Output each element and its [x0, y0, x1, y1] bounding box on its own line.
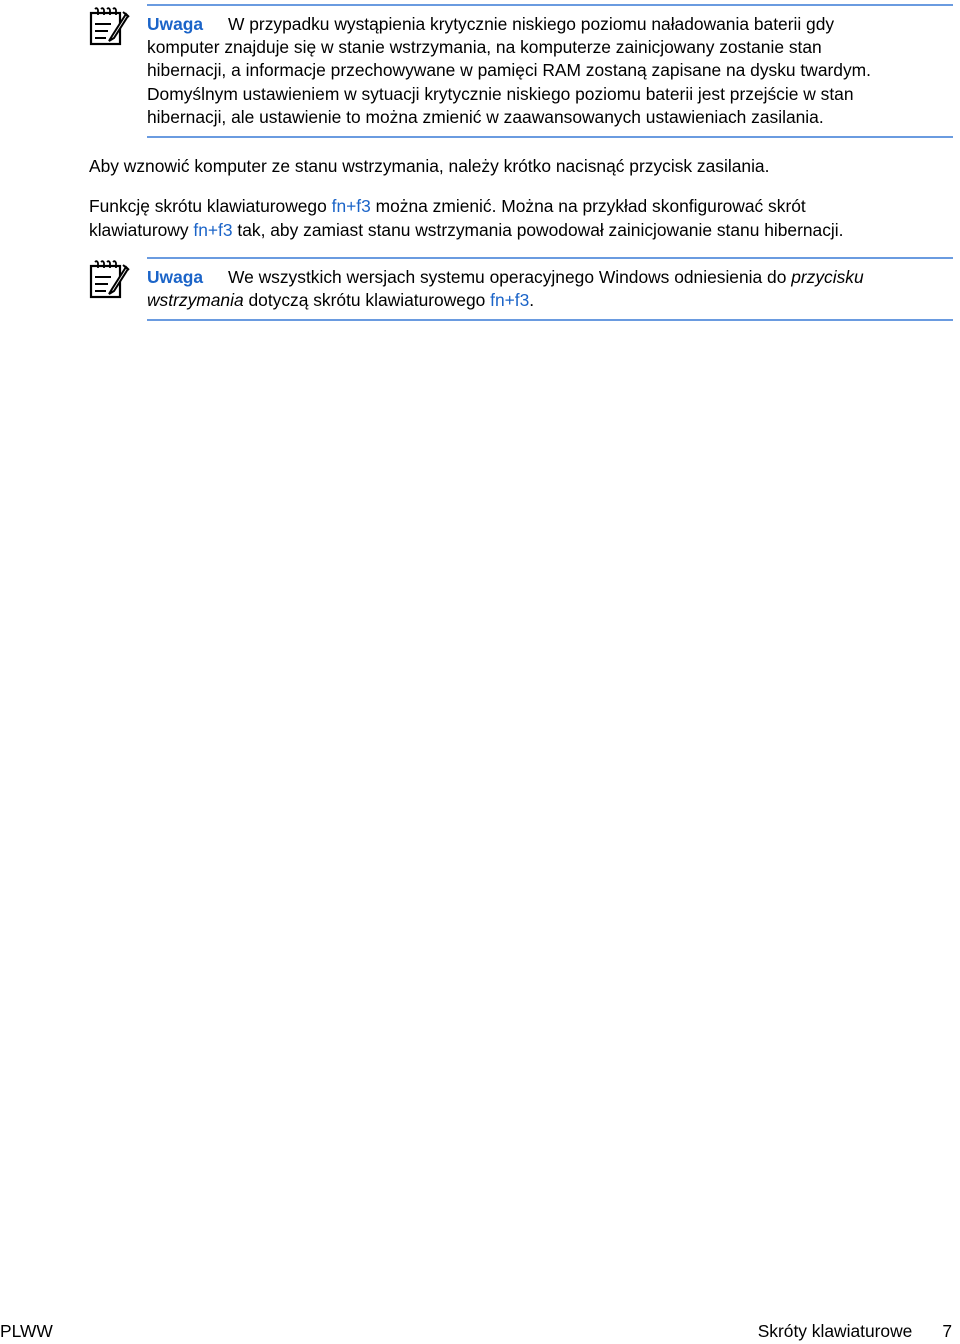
- footer-page-number: 7: [942, 1321, 952, 1341]
- note-bottom-rule: [147, 319, 953, 321]
- emphasis-text: przycisku: [791, 267, 864, 287]
- note-bottom-rule: [147, 136, 953, 138]
- keyboard-shortcut: fn+f3: [193, 220, 233, 240]
- note-label: Uwaga: [147, 14, 204, 34]
- paragraph-text: tak, aby zamiast stanu wstrzymania powodował zainicjowanie stanu hibernacji.: [232, 220, 844, 240]
- note-icon: [88, 6, 130, 48]
- emphasis-text: wstrzymania: [147, 290, 244, 311]
- note-icon: [88, 259, 130, 301]
- note-text: [147, 13, 954, 129]
- paragraph-text: Aby wznowić komputer ze stanu wstrzymania, należy krótko nacisnąć przycisk zasilania.: [89, 156, 770, 176]
- paragraph-text: Funkcję skrótu klawiaturowego: [89, 196, 332, 216]
- paragraph-text: klawiaturowy: [89, 220, 194, 240]
- note-top-rule: [147, 257, 953, 259]
- note-line: We wszystkich wersjach systemu operacyjnego Windows odniesienia do: [228, 267, 792, 287]
- note-box-2: [88, 257, 954, 321]
- footer-doc-code: PLWW: [0, 1321, 53, 1341]
- note-line: dotyczą skrótu klawiaturowego: [243, 290, 491, 311]
- note-top-rule: [147, 4, 953, 6]
- paragraph-text: można zmienić. Można na przykład skonfigurować skrót: [370, 196, 806, 216]
- note-line: W przypadku wystąpienia krytycznie niskiego poziomu naładowania baterii gdy: [228, 14, 835, 34]
- resume-paragraph: [89, 154, 955, 178]
- shortcut-paragraph: [89, 194, 955, 242]
- note-line: .: [529, 290, 535, 311]
- keyboard-shortcut: fn+f3: [331, 196, 371, 216]
- footer-section-title: Skróty klawiaturowe: [757, 1321, 913, 1341]
- note-line: hibernacji, a informacje przechowywane w pamięci RAM zostaną zapisane na dysku twardym.: [147, 60, 871, 81]
- note-text: [147, 266, 954, 312]
- note-label: Uwaga: [147, 267, 204, 287]
- note-line: Domyślnym ustawieniem w sytuacji krytycznie niskiego poziomu baterii jest przejście w stan: [147, 83, 854, 104]
- note-line: hibernacji, ale ustawienie to można zmienić w zaawansowanych ustawieniach zasilania.: [147, 106, 824, 127]
- note-box-1: [88, 4, 954, 138]
- keyboard-shortcut: fn+f3: [490, 290, 530, 311]
- note-line: komputer znajduje się w stanie wstrzymania, na komputerze zainicjowany zostanie stan: [147, 37, 822, 58]
- footer-page-info: [758, 1320, 952, 1342]
